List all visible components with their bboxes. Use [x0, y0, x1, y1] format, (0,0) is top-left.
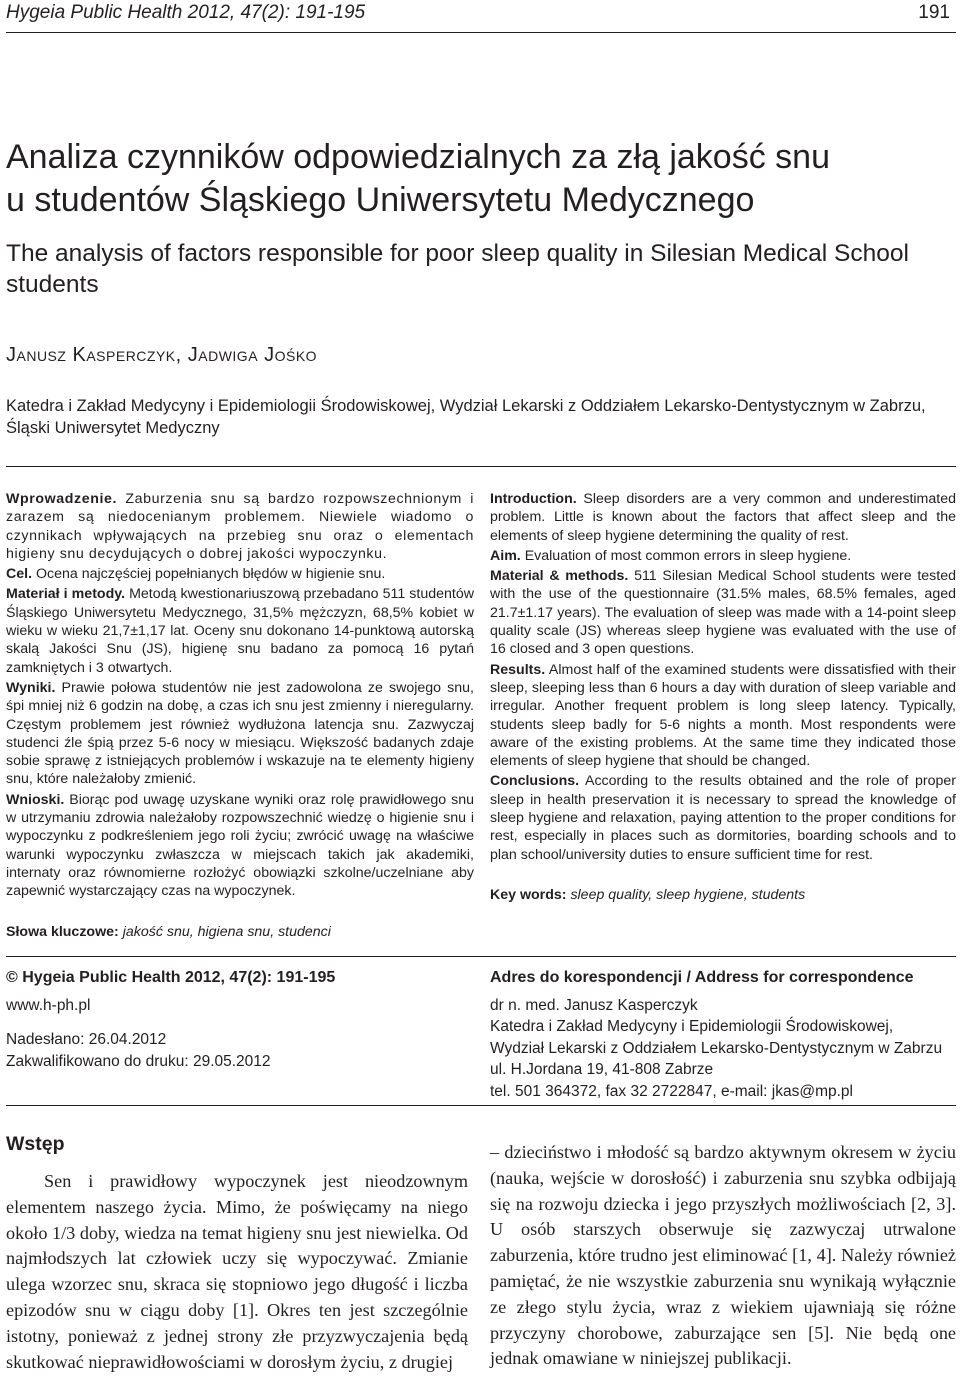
abstract-en-methods	[490, 567, 956, 658]
abstract-en-intro	[490, 490, 956, 545]
abstract-pl-aim-label: Cel.	[6, 566, 33, 583]
abstract-pl-conclusions	[6, 791, 474, 901]
authors: Janusz Kasperczyk, Jadwiga Jośko	[6, 344, 318, 366]
abstract-pl-results-label: Wyniki.	[6, 679, 56, 696]
title-polish-line2: u studentów Śląskiego Uniwersytetu Medycznego	[6, 181, 755, 219]
body-right-column: – dzieciństwo i młodość są bardzo aktywnym okresem w życiu (nauka, wejście w dorosłość) i zaburzenia snu szybka odbijają się na rozwoju dziecka i jego przyszłych możliwościach [2, 3]. U osób starszych obserwuje się zazwyczaj utrwalone zaburzenia, które trudno jest eliminować [1, 4]. Należy również pamiętać, że nie wszystkie zaburzenia snu wynikają wyłącznie ze złego stylu życia, wraz z wiekiem ujawniają się różne przyczyny chorobowe, zaburzające sen [5]. Nie będą one jednak omawiane w niniejszej publikacji.	[490, 1142, 956, 1369]
abstract-pl-aim-text: Ocena najczęściej popełnianych błędów w higienie snu.	[35, 566, 386, 583]
title-polish	[6, 136, 946, 222]
journal-website-link[interactable]: www.h-ph.pl	[6, 997, 91, 1014]
correspondence-title: Adres do korespondencji / Address for correspondence	[490, 969, 914, 986]
correspondence-box	[490, 967, 956, 1102]
running-head: Hygeia Public Health 2012, 47(2): 191-195	[6, 2, 366, 23]
correspondence-line1: Katedra i Zakład Medycyny i Epidemiologii Środowiskowej,	[490, 1018, 894, 1035]
abstract-en-conclusions	[490, 772, 956, 863]
correspondence-line2: Wydział Lekarski z Oddziałem Lekarsko-Dentystycznym w Zabrzu	[490, 1039, 943, 1057]
abstract-pl-intro	[6, 490, 474, 563]
body-top-rule	[6, 1105, 956, 1106]
abstract-en-conclusions-label: Conclusions.	[490, 773, 580, 790]
accepted-date: Zakwalifikowano do druku: 29.05.2012	[6, 1053, 271, 1070]
abstract-en-conclusions-text: According to the results obtained and the role of proper sleep in health preservation it is necessary to spread the knowledge of sleep hygiene and relaxation, paying attention to the proper conditions for rest, especially in places such as dormitories, boarding schools and to plan school/university duties to ensure sufficient time for rest.	[490, 773, 956, 863]
affiliation: Katedra i Zakład Medycyny i Epidemiologii Środowiskowej, Wydział Lekarski z Oddziałem Lekarsko-Dentystycznym w Zabrzu, Śląski Uniwersytet Medyczny	[6, 397, 926, 437]
keywords-english	[490, 887, 805, 903]
body-left-column: Sen i prawidłowy wypoczynek jest nieodzownym elementem naszego życia. Mimo, że poświęcamy na niego około 1/3 doby, wiedza na temat higieny snu jest niewielka. Od najmłodszych lat człowiek uczy się wypoczywać. Zmianie ulega wzorzec snu, skraca się stopniowo jego długość i liczba epizodów snu w ciągu doby [1]. Okres ten jest szczególnie istotny, ponieważ z jednej strony złe przyzwyczajenia będą skutkować nieprawidłowościami w dorosłym życiu, z drugiej	[6, 1171, 468, 1372]
abstract-en-results-label: Results.	[490, 661, 546, 678]
section-title: Wstęp	[6, 1133, 65, 1155]
correspondence-address: ul. H.Jordana 19, 41-808 Zabrze	[490, 1061, 714, 1078]
abstract-en-aim-text: Evaluation of most common errors in sleep hygiene.	[524, 547, 852, 564]
citation-title: © Hygeia Public Health 2012, 47(2): 191-195	[6, 969, 336, 986]
page-number: 191	[918, 2, 950, 23]
abstract-en-methods-text: 511 Silesian Medical School students were tested with the use of the questionnaire (31.5% males, 68.5% females, aged 21.7±1.17 years). The evaluation of sleep was made with a 14-point sleep quality scale (JS) whereas sleep hygiene was evaluated with the use of 16 closed and 3 open questions.	[490, 568, 956, 658]
submitted-date: Nadesłano: 26.04.2012	[6, 1031, 167, 1048]
citation-box	[6, 967, 466, 1073]
info-top-rule	[6, 956, 956, 957]
abstract-pl-aim	[6, 565, 474, 583]
abstract-pl-methods-label: Materiał i metody.	[6, 586, 126, 603]
abstract-pl-methods-text: Metodą kwestionariuszową przebadano 511 studentów Śląskiego Uniwersytetu Medycznego, 31,5% mężczyzn, 68,5% kobiet w wieku w wieku 21,7±1,17 lat. Oceny snu dokonano 14-punktową autorską skalą Jakości Snu (JS), higienę snu badano za pomocą 16 pytań zamkniętych i 3 otwartych.	[6, 586, 474, 676]
abstract-english	[490, 490, 956, 866]
keywords-en-text: sleep quality, sleep hygiene, students	[570, 887, 806, 903]
title-english: The analysis of factors responsible for poor sleep quality in Silesian Medical School students	[6, 240, 909, 298]
keywords-pl-label: Słowa kluczowe:	[6, 924, 119, 940]
abstract-polish	[6, 490, 474, 903]
abstract-en-aim	[490, 547, 956, 565]
abstract-pl-results	[6, 679, 474, 789]
abstract-en-results	[490, 661, 956, 771]
abstract-en-results-text: Almost half of the examined students were dissatisfied with their sleep, sleeping less than 6 hours a day with duration of sleep variable and irregular. Another frequent problem is long sleep latency. Typically, students sleep badly for 5-6 nights a month. Most respondents were aware of the existing problems. At the same time they indicated those elements of sleep hygiene that should be changed.	[490, 661, 956, 770]
abstract-en-intro-label: Introduction.	[490, 491, 577, 507]
abstract-en-intro-text: Sleep disorders are a very common and underestimated problem. Little is known about the factors that affect sleep and the elements of sleep hygiene determining the quality of rest.	[490, 491, 956, 544]
abstract-pl-methods	[6, 585, 474, 676]
title-polish-line1: Analiza czynników odpowiedzialnych za złą jakość snu	[6, 138, 830, 176]
header-rule	[6, 32, 956, 33]
keywords-polish	[6, 924, 331, 940]
abstract-pl-intro-text: Zaburzenia snu są bardzo rozpowszechnionym i zarazem są niedocenianym problemem. Niewiele wiadomo o czynnikach wpływających na przebieg snu oraz o elementach higieny snu decydujących o dobrej jakości wypoczynku.	[6, 491, 475, 562]
abstract-top-rule	[6, 466, 956, 467]
abstract-pl-conclusions-text: Biorąc pod uwagę uzyskane wyniki oraz rolę prawidłowego snu w utrzymaniu zdrowia należałoby rozpowszechnić wiedzę o higienie snu i wypoczynku z podkreśleniem jego roli życiu; zwrócić uwagę na właściwe warunki wypoczynku zwłaszcza w miejscach takich jak akademiki, internaty oraz równomierne rozłożyć obowiązki szkolne/uczelniane aby zapewnić wystarczający czas na wypoczynek.	[6, 791, 474, 900]
abstract-pl-conclusions-label: Wnioski.	[6, 791, 65, 808]
abstract-pl-results-text: Prawie połowa studentów nie jest zadowolona ze swojego snu, śpi mniej niż 6 godzin na dobę, a czas ich snu jest zmienny i nieregularny. Częstym problemem jest również wydłużona latencja snu. Zazwyczaj studenci źle śpią przez 5-6 nocy w miesiącu. Większość badanych zdaje sobie sprawę z istniejących problemów i wskazuje na te elementy higieny snu, które należałoby zmienić.	[6, 679, 474, 788]
abstract-en-aim-label: Aim.	[490, 547, 521, 564]
correspondence-name: dr n. med. Janusz Kasperczyk	[490, 996, 698, 1014]
correspondence-contact: tel. 501 364372, fax 32 2722847, e-mail: jkas@mp.pl	[490, 1082, 853, 1100]
keywords-pl-text: jakość snu, higiena snu, studenci	[122, 924, 331, 940]
abstract-en-methods-label: Material & methods.	[490, 568, 629, 585]
keywords-en-label: Key words:	[490, 887, 567, 903]
abstract-pl-intro-label: Wprowadzenie.	[6, 491, 118, 507]
